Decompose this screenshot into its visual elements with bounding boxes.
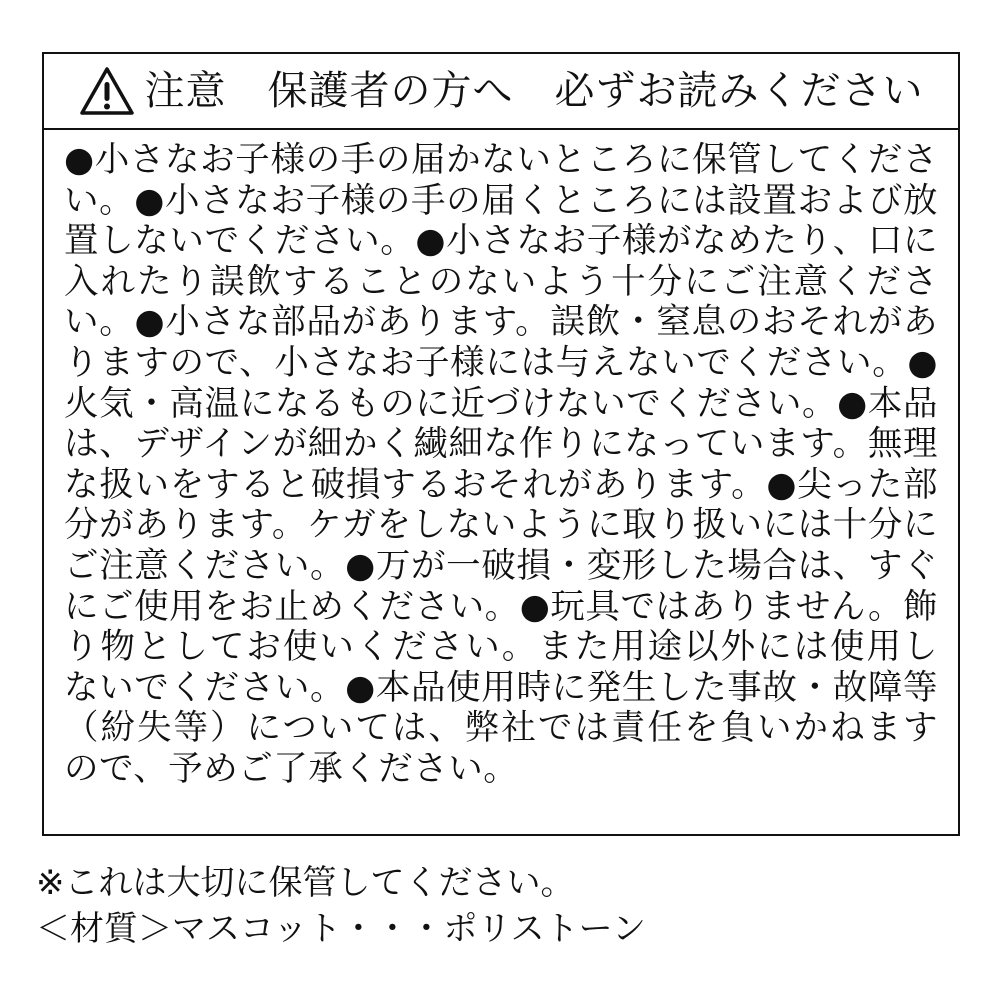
storage-note: ※これは大切に保管してください。 bbox=[36, 863, 575, 903]
material-info: ＜材質＞マスコット・・・ポリストーン bbox=[36, 909, 646, 949]
notice-title: 注意 保護者の方へ 必ずお読みください bbox=[144, 68, 924, 114]
warning-triangle-icon bbox=[79, 66, 135, 116]
caution-notice-box bbox=[42, 52, 960, 836]
notice-body-text: ●小さなお子様の手の届かないところに保管してください。●小さなお子様の手の届くところには設置および放置しないでください。●小さなお子様がなめたり、口に入れたり誤飲することのないよう十分にご注意ください。●小さな部品があります。誤飲・窒息のおそれがありますので、小さなお子様には与えないでください。●火気・高温になるものに近づけないでください。●本品は、デザインが細かく繊細な作りになっています。無理な扱いをすると破損するおそれがあります。●尖った部分があります。ケガをしないように取り扱いには十分にご注意ください。●万が一破損・変形した場合は、すぐにご使用をお止めください。●玩具ではありません。飾り物としてお使いください。また用途以外には使用しないでください。●本品使用時に発生した事故・故障等（紛失等）については、弊社では責任を負いかねますので、予めご了承ください。 bbox=[64, 140, 938, 789]
notice-header bbox=[44, 54, 958, 130]
